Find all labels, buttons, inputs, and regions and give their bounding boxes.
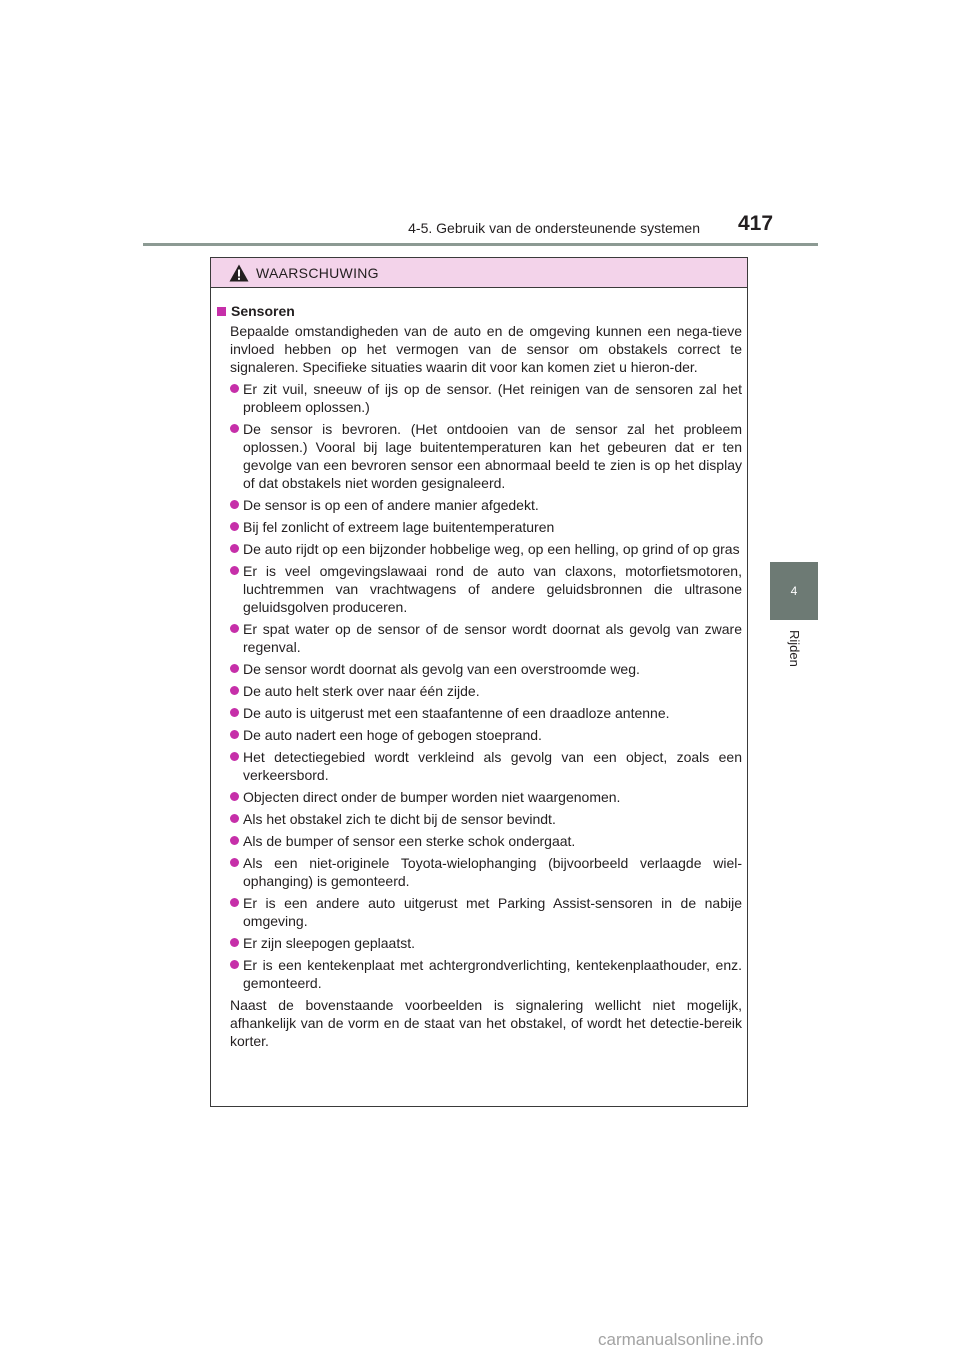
warning-body xyxy=(211,288,747,1050)
bullet-dot-icon xyxy=(230,752,239,761)
list-item xyxy=(217,496,742,514)
warning-header xyxy=(211,258,747,288)
list-item-text: Als de bumper of sensor een sterke schok ondergaat. xyxy=(243,833,576,849)
section-heading-text: Sensoren xyxy=(231,303,295,319)
list-item xyxy=(217,788,742,806)
bullet-dot-icon xyxy=(230,858,239,867)
bullet-dot-icon xyxy=(230,566,239,575)
watermark: carmanualsonline.info xyxy=(598,1330,764,1349)
list-item-text: Als het obstakel zich te dicht bij de sensor bevindt. xyxy=(243,811,556,827)
bullet-dot-icon xyxy=(230,686,239,695)
bullet-dot-icon xyxy=(230,814,239,823)
header-divider xyxy=(143,243,818,246)
list-item xyxy=(217,562,742,616)
list-item xyxy=(217,726,742,744)
list-item xyxy=(217,540,742,558)
chapter-number: 4 xyxy=(790,584,798,598)
list-item-text: De auto is uitgerust met een staafantenne of een draadloze antenne. xyxy=(243,705,670,721)
bullet-dot-icon xyxy=(230,544,239,553)
list-item xyxy=(217,380,742,416)
list-item-text: De auto helt sterk over naar één zijde. xyxy=(243,683,480,699)
square-bullet-icon xyxy=(217,307,226,316)
list-item xyxy=(217,894,742,930)
bullet-dot-icon xyxy=(230,522,239,531)
list-item-text: Er zit vuil, sneeuw of ijs op de sensor. (Het reinigen van de sensoren zal het probleem oplossen.) xyxy=(243,381,742,415)
list-item xyxy=(217,420,742,492)
chapter-label: Rijden xyxy=(787,630,802,667)
list-item-text: Objecten direct onder de bumper worden niet waargenomen. xyxy=(243,789,621,805)
page-number: 417 xyxy=(738,212,774,235)
list-item-text: Er zijn sleepogen geplaatst. xyxy=(243,935,415,951)
bullet-dot-icon xyxy=(230,898,239,907)
list-item-text: De sensor is op een of andere manier afgedekt. xyxy=(243,497,539,513)
section-title: 4-5. Gebruik van de ondersteunende systemen xyxy=(408,220,700,236)
list-item xyxy=(217,682,742,700)
bullet-dot-icon xyxy=(230,424,239,433)
bullet-dot-icon xyxy=(230,708,239,717)
list-item-text: Als een niet-originele Toyota-wielophanging (bijvoorbeeld verlaagde wiel-ophanging) is gemonteerd. xyxy=(243,855,742,889)
list-item xyxy=(217,748,742,784)
list-item-text: Er is veel omgevingslawaai rond de auto van claxons, motorfietsmotoren, luchtremmen van vrachtwagens of andere geluidsbronnen die ultrasone geluidsgolven produceren. xyxy=(243,563,742,615)
bullet-dot-icon xyxy=(230,384,239,393)
list-item xyxy=(217,620,742,656)
list-item xyxy=(217,934,742,952)
list-item xyxy=(217,518,742,536)
bullet-dot-icon xyxy=(230,730,239,739)
list-item-text: De sensor is bevroren. (Het ontdooien van de sensor zal het probleem oplossen.) Vooral bij lage buitentemperaturen kan het gebeuren dat er ten gevolge van een bevroren sensor een abnormaal beeld te zien is op het display of dat obstakels niet worden gesignaleerd. xyxy=(243,421,742,491)
bullet-dot-icon xyxy=(230,664,239,673)
section-heading xyxy=(217,302,742,320)
list-item-text: Er is een andere auto uitgerust met Parking Assist-sensoren in de nabije omgeving. xyxy=(243,895,742,929)
list-item-text: Het detectiegebied wordt verkleind als gevolg van een object, zoals een verkeersbord. xyxy=(243,749,742,783)
bullet-dot-icon xyxy=(230,836,239,845)
list-item xyxy=(217,854,742,890)
bullet-dot-icon xyxy=(230,624,239,633)
list-item xyxy=(217,810,742,828)
list-item xyxy=(217,704,742,722)
list-item-text: Er is een kentekenplaat met achtergrondverlichting, kentekenplaathouder, enz. gemonteerd. xyxy=(243,957,742,991)
list-item xyxy=(217,832,742,850)
list-item-text: Bij fel zonlicht of extreem lage buitentemperaturen xyxy=(243,519,555,535)
warning-title: WAARSCHUWING xyxy=(256,264,379,281)
list-item xyxy=(217,956,742,992)
outro-paragraph: Naast de bovenstaande voorbeelden is signalering wellicht niet mogelijk, afhankelijk van de vorm en de staat van het obstakel, of wordt het detectie-bereik korter. xyxy=(230,997,742,1049)
list-item-text: De auto nadert een hoge of gebogen stoeprand. xyxy=(243,727,542,743)
list-item-text: De sensor wordt doornat als gevolg van een overstroomde weg. xyxy=(243,661,640,677)
bullet-list xyxy=(217,380,742,992)
chapter-tab[interactable] xyxy=(770,562,818,620)
bullet-dot-icon xyxy=(230,938,239,947)
intro-paragraph: Bepaalde omstandigheden van de auto en de omgeving kunnen een nega-tieve invloed hebben op het vermogen van de sensor om obstakels correct te signaleren. Specifieke situaties waarin dit voor kan komen ziet u hieron-der. xyxy=(230,323,742,375)
bullet-dot-icon xyxy=(230,792,239,801)
list-item-text: Er spat water op de sensor of de sensor wordt doornat als gevolg van zware regenval. xyxy=(243,621,742,655)
bullet-dot-icon xyxy=(230,960,239,969)
warning-box xyxy=(210,257,748,1107)
list-item xyxy=(217,660,742,678)
bullet-dot-icon xyxy=(230,500,239,509)
warning-triangle-icon xyxy=(229,264,249,282)
list-item-text: De auto rijdt op een bijzonder hobbelige weg, op een helling, op grind of op gras xyxy=(243,541,740,557)
